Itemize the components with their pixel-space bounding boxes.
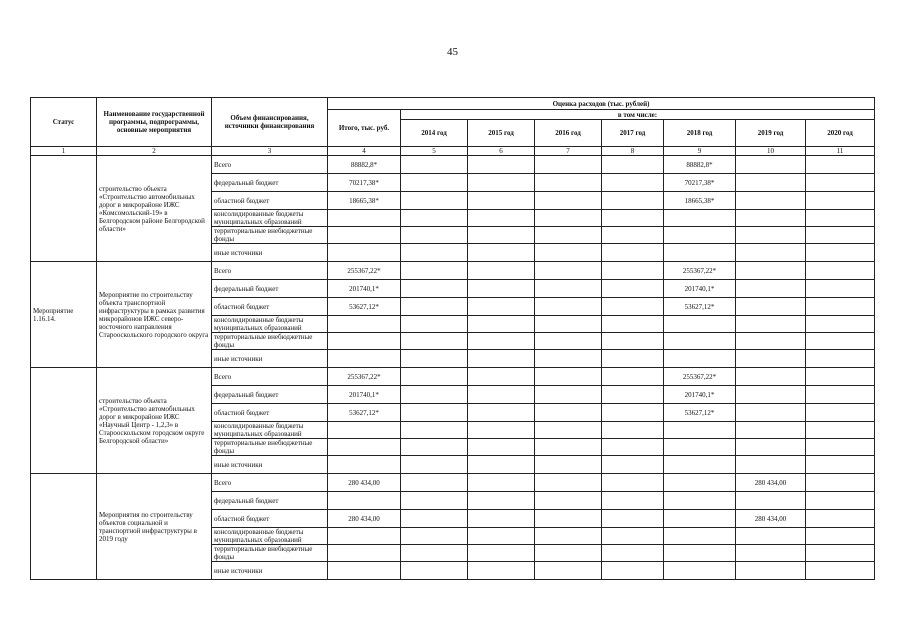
year-value-cell [535, 350, 602, 368]
status-cell: Мероприятие 1.16.14. [31, 262, 97, 368]
total-cell [328, 492, 401, 510]
year-value-cell: 88882,8* [664, 156, 736, 174]
year-value-cell [401, 510, 468, 528]
year-value-cell [602, 262, 664, 280]
funding-source-cell: Всего [212, 262, 328, 280]
program-block [31, 368, 875, 474]
year-value-cell [602, 510, 664, 528]
year-header: 2016 год [535, 120, 602, 147]
year-value-cell [401, 528, 468, 545]
year-value-cell [535, 510, 602, 528]
year-value-cell [806, 528, 875, 545]
year-value-cell [736, 174, 806, 192]
funding-source-cell: иные источники [212, 562, 328, 580]
year-value-cell: 201740,1* [664, 280, 736, 298]
year-value-cell [806, 404, 875, 422]
year-value-cell [806, 280, 875, 298]
total-cell [328, 210, 401, 227]
funding-source-cell: иные источники [212, 244, 328, 262]
year-value-cell [736, 562, 806, 580]
year-value-cell [535, 333, 602, 350]
year-value-cell [468, 350, 535, 368]
year-value-cell [736, 368, 806, 386]
year-value-cell [736, 333, 806, 350]
funding-source-cell: территориальные внебюджетные фонды [212, 439, 328, 456]
column-number: 4 [328, 147, 401, 156]
year-value-cell [806, 439, 875, 456]
year-value-cell [664, 439, 736, 456]
year-value-cell: 53627,12* [664, 404, 736, 422]
year-value-cell [401, 368, 468, 386]
year-value-cell [602, 368, 664, 386]
funding-source-cell: областной бюджет [212, 404, 328, 422]
status-header: Статус [31, 98, 97, 147]
year-value-cell [535, 386, 602, 404]
year-value-cell [468, 562, 535, 580]
year-value-cell [736, 545, 806, 562]
year-value-cell [468, 316, 535, 333]
year-value-cell [401, 545, 468, 562]
total-cell [328, 316, 401, 333]
year-value-cell [401, 156, 468, 174]
year-value-cell [806, 492, 875, 510]
year-value-cell [468, 210, 535, 227]
column-number: 8 [602, 147, 664, 156]
year-value-cell [535, 422, 602, 439]
year-value-cell [664, 227, 736, 244]
status-cell [31, 368, 97, 474]
total-cell [328, 562, 401, 580]
funding-header: Объем финансирования, источники финансирования [212, 98, 328, 147]
year-value-cell [468, 174, 535, 192]
total-cell: 255367,22* [328, 368, 401, 386]
funding-source-cell: Всего [212, 156, 328, 174]
year-value-cell [736, 492, 806, 510]
budget-table [30, 97, 875, 580]
year-value-cell: 201740,1* [664, 386, 736, 404]
year-value-cell [736, 298, 806, 316]
year-value-cell [468, 244, 535, 262]
year-value-cell [602, 192, 664, 210]
year-value-cell [535, 156, 602, 174]
year-value-cell [535, 210, 602, 227]
year-value-cell [806, 333, 875, 350]
column-number: 7 [535, 147, 602, 156]
status-cell [31, 474, 97, 580]
year-value-cell [535, 280, 602, 298]
column-number: 11 [806, 147, 875, 156]
funding-source-cell: консолидированные бюджеты муниципальных образований [212, 528, 328, 545]
year-value-cell [468, 386, 535, 404]
year-value-cell [736, 262, 806, 280]
column-number: 5 [401, 147, 468, 156]
total-cell: 70217,38* [328, 174, 401, 192]
column-number: 2 [97, 147, 212, 156]
funding-source-cell: федеральный бюджет [212, 174, 328, 192]
table-row [31, 262, 875, 280]
year-value-cell [806, 510, 875, 528]
year-value-cell [602, 350, 664, 368]
year-value-cell [401, 333, 468, 350]
year-value-cell [664, 510, 736, 528]
year-value-cell [664, 422, 736, 439]
year-value-cell [468, 192, 535, 210]
year-value-cell [806, 422, 875, 439]
year-value-cell [602, 474, 664, 492]
year-value-cell [736, 404, 806, 422]
year-value-cell [602, 298, 664, 316]
program-name-cell: Мероприятия по строительству объектов социальной и транспортной инфраструктуры в 2019 году [97, 474, 212, 580]
year-value-cell: 280 434,00 [736, 510, 806, 528]
total-cell: 280 434,00 [328, 510, 401, 528]
year-value-cell [664, 456, 736, 474]
year-value-cell [401, 350, 468, 368]
total-cell [328, 545, 401, 562]
funding-source-cell: областной бюджет [212, 298, 328, 316]
year-value-cell [602, 333, 664, 350]
year-value-cell [806, 192, 875, 210]
year-value-cell [602, 386, 664, 404]
year-value-cell [736, 280, 806, 298]
total-cell [328, 456, 401, 474]
year-value-cell [401, 210, 468, 227]
year-value-cell [468, 545, 535, 562]
year-value-cell [602, 244, 664, 262]
funding-source-cell: консолидированные бюджеты муниципальных образований [212, 422, 328, 439]
table-header [31, 98, 875, 156]
funding-source-cell: федеральный бюджет [212, 386, 328, 404]
total-cell: 53627,12* [328, 404, 401, 422]
year-value-cell [664, 333, 736, 350]
year-header: 2014 год [401, 120, 468, 147]
year-value-cell [468, 456, 535, 474]
total-cell [328, 350, 401, 368]
year-value-cell [806, 545, 875, 562]
year-value-cell [736, 316, 806, 333]
column-number: 3 [212, 147, 328, 156]
year-value-cell [401, 404, 468, 422]
year-header: 2020 год [806, 120, 875, 147]
total-cell: 280 434,00 [328, 474, 401, 492]
year-value-cell [736, 156, 806, 174]
funding-source-cell: консолидированные бюджеты муниципальных образований [212, 210, 328, 227]
year-value-cell [468, 510, 535, 528]
year-value-cell [602, 528, 664, 545]
year-value-cell [401, 316, 468, 333]
program-name-cell: строительство объекта «Строительство автомобильных дорог в микрорайоне ИЖС «Научный Центр - 1,2,3» в Старооскольском городском округе Белгородской области» [97, 368, 212, 474]
year-value-cell [806, 156, 875, 174]
year-value-cell [806, 298, 875, 316]
year-value-cell [736, 422, 806, 439]
year-value-cell [468, 528, 535, 545]
year-value-cell [806, 210, 875, 227]
year-value-cell [806, 350, 875, 368]
year-value-cell [535, 562, 602, 580]
year-value-cell [664, 316, 736, 333]
year-value-cell [468, 422, 535, 439]
year-value-cell [602, 562, 664, 580]
year-value-cell [401, 422, 468, 439]
status-cell [31, 156, 97, 262]
funding-source-cell: территориальные внебюджетные фонды [212, 227, 328, 244]
year-value-cell: 18665,38* [664, 192, 736, 210]
year-header: 2017 год [602, 120, 664, 147]
year-value-cell [401, 386, 468, 404]
year-value-cell [468, 280, 535, 298]
column-number: 1 [31, 147, 97, 156]
funding-source-cell: иные источники [212, 456, 328, 474]
year-value-cell [401, 262, 468, 280]
year-value-cell [535, 439, 602, 456]
year-value-cell [468, 262, 535, 280]
year-value-cell [535, 456, 602, 474]
year-value-cell [401, 298, 468, 316]
year-value-cell [602, 404, 664, 422]
year-value-cell [736, 350, 806, 368]
year-value-cell [401, 562, 468, 580]
year-value-cell [664, 244, 736, 262]
year-value-cell [535, 368, 602, 386]
year-value-cell [806, 562, 875, 580]
year-value-cell [535, 262, 602, 280]
total-cell: 255367,22* [328, 262, 401, 280]
funding-source-cell: Всего [212, 368, 328, 386]
program-block [31, 156, 875, 262]
funding-source-cell: федеральный бюджет [212, 492, 328, 510]
funding-source-cell: территориальные внебюджетные фонды [212, 545, 328, 562]
year-value-cell [806, 174, 875, 192]
year-value-cell [535, 404, 602, 422]
year-value-cell [602, 227, 664, 244]
column-number: 9 [664, 147, 736, 156]
funding-source-cell: областной бюджет [212, 192, 328, 210]
year-value-cell [468, 404, 535, 422]
year-value-cell [468, 227, 535, 244]
total-cell [328, 227, 401, 244]
year-value-cell [602, 439, 664, 456]
year-value-cell [468, 298, 535, 316]
year-value-cell [806, 244, 875, 262]
year-value-cell [468, 439, 535, 456]
year-value-cell [602, 174, 664, 192]
year-value-cell [535, 227, 602, 244]
year-value-cell [602, 316, 664, 333]
year-value-cell [602, 280, 664, 298]
year-value-cell [401, 474, 468, 492]
year-value-cell [736, 528, 806, 545]
column-numbers-row [31, 147, 875, 156]
total-cell: 88882,8* [328, 156, 401, 174]
funding-source-cell: областной бюджет [212, 510, 328, 528]
year-value-cell [401, 244, 468, 262]
program-name-header: Наименование государственной программы, подпрограммы, основные мероприятия [97, 98, 212, 147]
year-value-cell [602, 422, 664, 439]
year-value-cell [535, 316, 602, 333]
year-value-cell [401, 174, 468, 192]
year-value-cell [401, 280, 468, 298]
year-value-cell [602, 210, 664, 227]
total-cell [328, 422, 401, 439]
year-value-cell [664, 545, 736, 562]
year-value-cell [736, 439, 806, 456]
year-value-cell [806, 316, 875, 333]
funding-source-cell: федеральный бюджет [212, 280, 328, 298]
year-value-cell [401, 192, 468, 210]
total-cell: 201740,1* [328, 386, 401, 404]
year-header: 2015 год [468, 120, 535, 147]
year-value-cell [535, 192, 602, 210]
year-value-cell [736, 386, 806, 404]
total-cell [328, 439, 401, 456]
year-value-cell [468, 368, 535, 386]
table-row [31, 156, 875, 174]
year-value-cell [664, 562, 736, 580]
year-value-cell [468, 156, 535, 174]
table-row [31, 368, 875, 386]
page-number: 45 [447, 46, 458, 58]
table-row [31, 474, 875, 492]
year-value-cell [806, 386, 875, 404]
year-value-cell [806, 456, 875, 474]
year-value-cell [664, 492, 736, 510]
year-value-cell [602, 156, 664, 174]
year-value-cell [535, 545, 602, 562]
year-value-cell [664, 474, 736, 492]
year-value-cell [535, 492, 602, 510]
year-value-cell [664, 528, 736, 545]
year-value-cell [535, 174, 602, 192]
year-value-cell [736, 227, 806, 244]
program-block [31, 474, 875, 580]
year-value-cell [468, 492, 535, 510]
year-value-cell [664, 210, 736, 227]
year-value-cell [602, 545, 664, 562]
year-value-cell [602, 456, 664, 474]
year-value-cell [468, 333, 535, 350]
total-header: Итого, тыс. руб. [328, 110, 401, 147]
expenses-header: Оценка расходов (тыс. рублей) [328, 98, 875, 110]
program-name-cell: строительство объекта «Строительство автомобильных дорог в микрорайоне ИЖС «Комсомольский-19» в Белгородском районе Белгородской области» [97, 156, 212, 262]
column-number: 6 [468, 147, 535, 156]
year-value-cell: 280 434,00 [736, 474, 806, 492]
year-value-cell [535, 244, 602, 262]
year-value-cell [401, 456, 468, 474]
funding-source-cell: Всего [212, 474, 328, 492]
funding-source-cell: консолидированные бюджеты муниципальных образований [212, 316, 328, 333]
year-header: 2019 год [736, 120, 806, 147]
year-value-cell [535, 474, 602, 492]
total-cell: 53627,12* [328, 298, 401, 316]
year-value-cell [664, 350, 736, 368]
total-cell [328, 528, 401, 545]
year-value-cell: 255367,22* [664, 262, 736, 280]
year-value-cell [535, 298, 602, 316]
total-cell [328, 333, 401, 350]
year-value-cell: 70217,38* [664, 174, 736, 192]
column-number: 10 [736, 147, 806, 156]
program-name-cell: Мероприятие по строительству объекта транспортной инфраструктуры в рамках развития микрорайонов ИЖС северо-восточного направления Старооскольского городского округа [97, 262, 212, 368]
including-header: в том числе: [401, 110, 875, 120]
year-value-cell [401, 227, 468, 244]
year-value-cell [468, 474, 535, 492]
year-value-cell: 255367,22* [664, 368, 736, 386]
year-value-cell [806, 227, 875, 244]
year-value-cell [736, 456, 806, 474]
year-value-cell: 53627,12* [664, 298, 736, 316]
year-value-cell [401, 439, 468, 456]
program-block [31, 262, 875, 368]
year-value-cell [736, 210, 806, 227]
funding-source-cell: иные источники [212, 350, 328, 368]
year-value-cell [401, 492, 468, 510]
year-value-cell [736, 192, 806, 210]
year-value-cell [602, 492, 664, 510]
total-cell [328, 244, 401, 262]
year-value-cell [806, 262, 875, 280]
total-cell: 201740,1* [328, 280, 401, 298]
year-header: 2018 год [664, 120, 736, 147]
funding-source-cell: территориальные внебюджетные фонды [212, 333, 328, 350]
year-value-cell [535, 528, 602, 545]
total-cell: 18665,38* [328, 192, 401, 210]
year-value-cell [806, 368, 875, 386]
year-value-cell [806, 474, 875, 492]
year-value-cell [736, 244, 806, 262]
